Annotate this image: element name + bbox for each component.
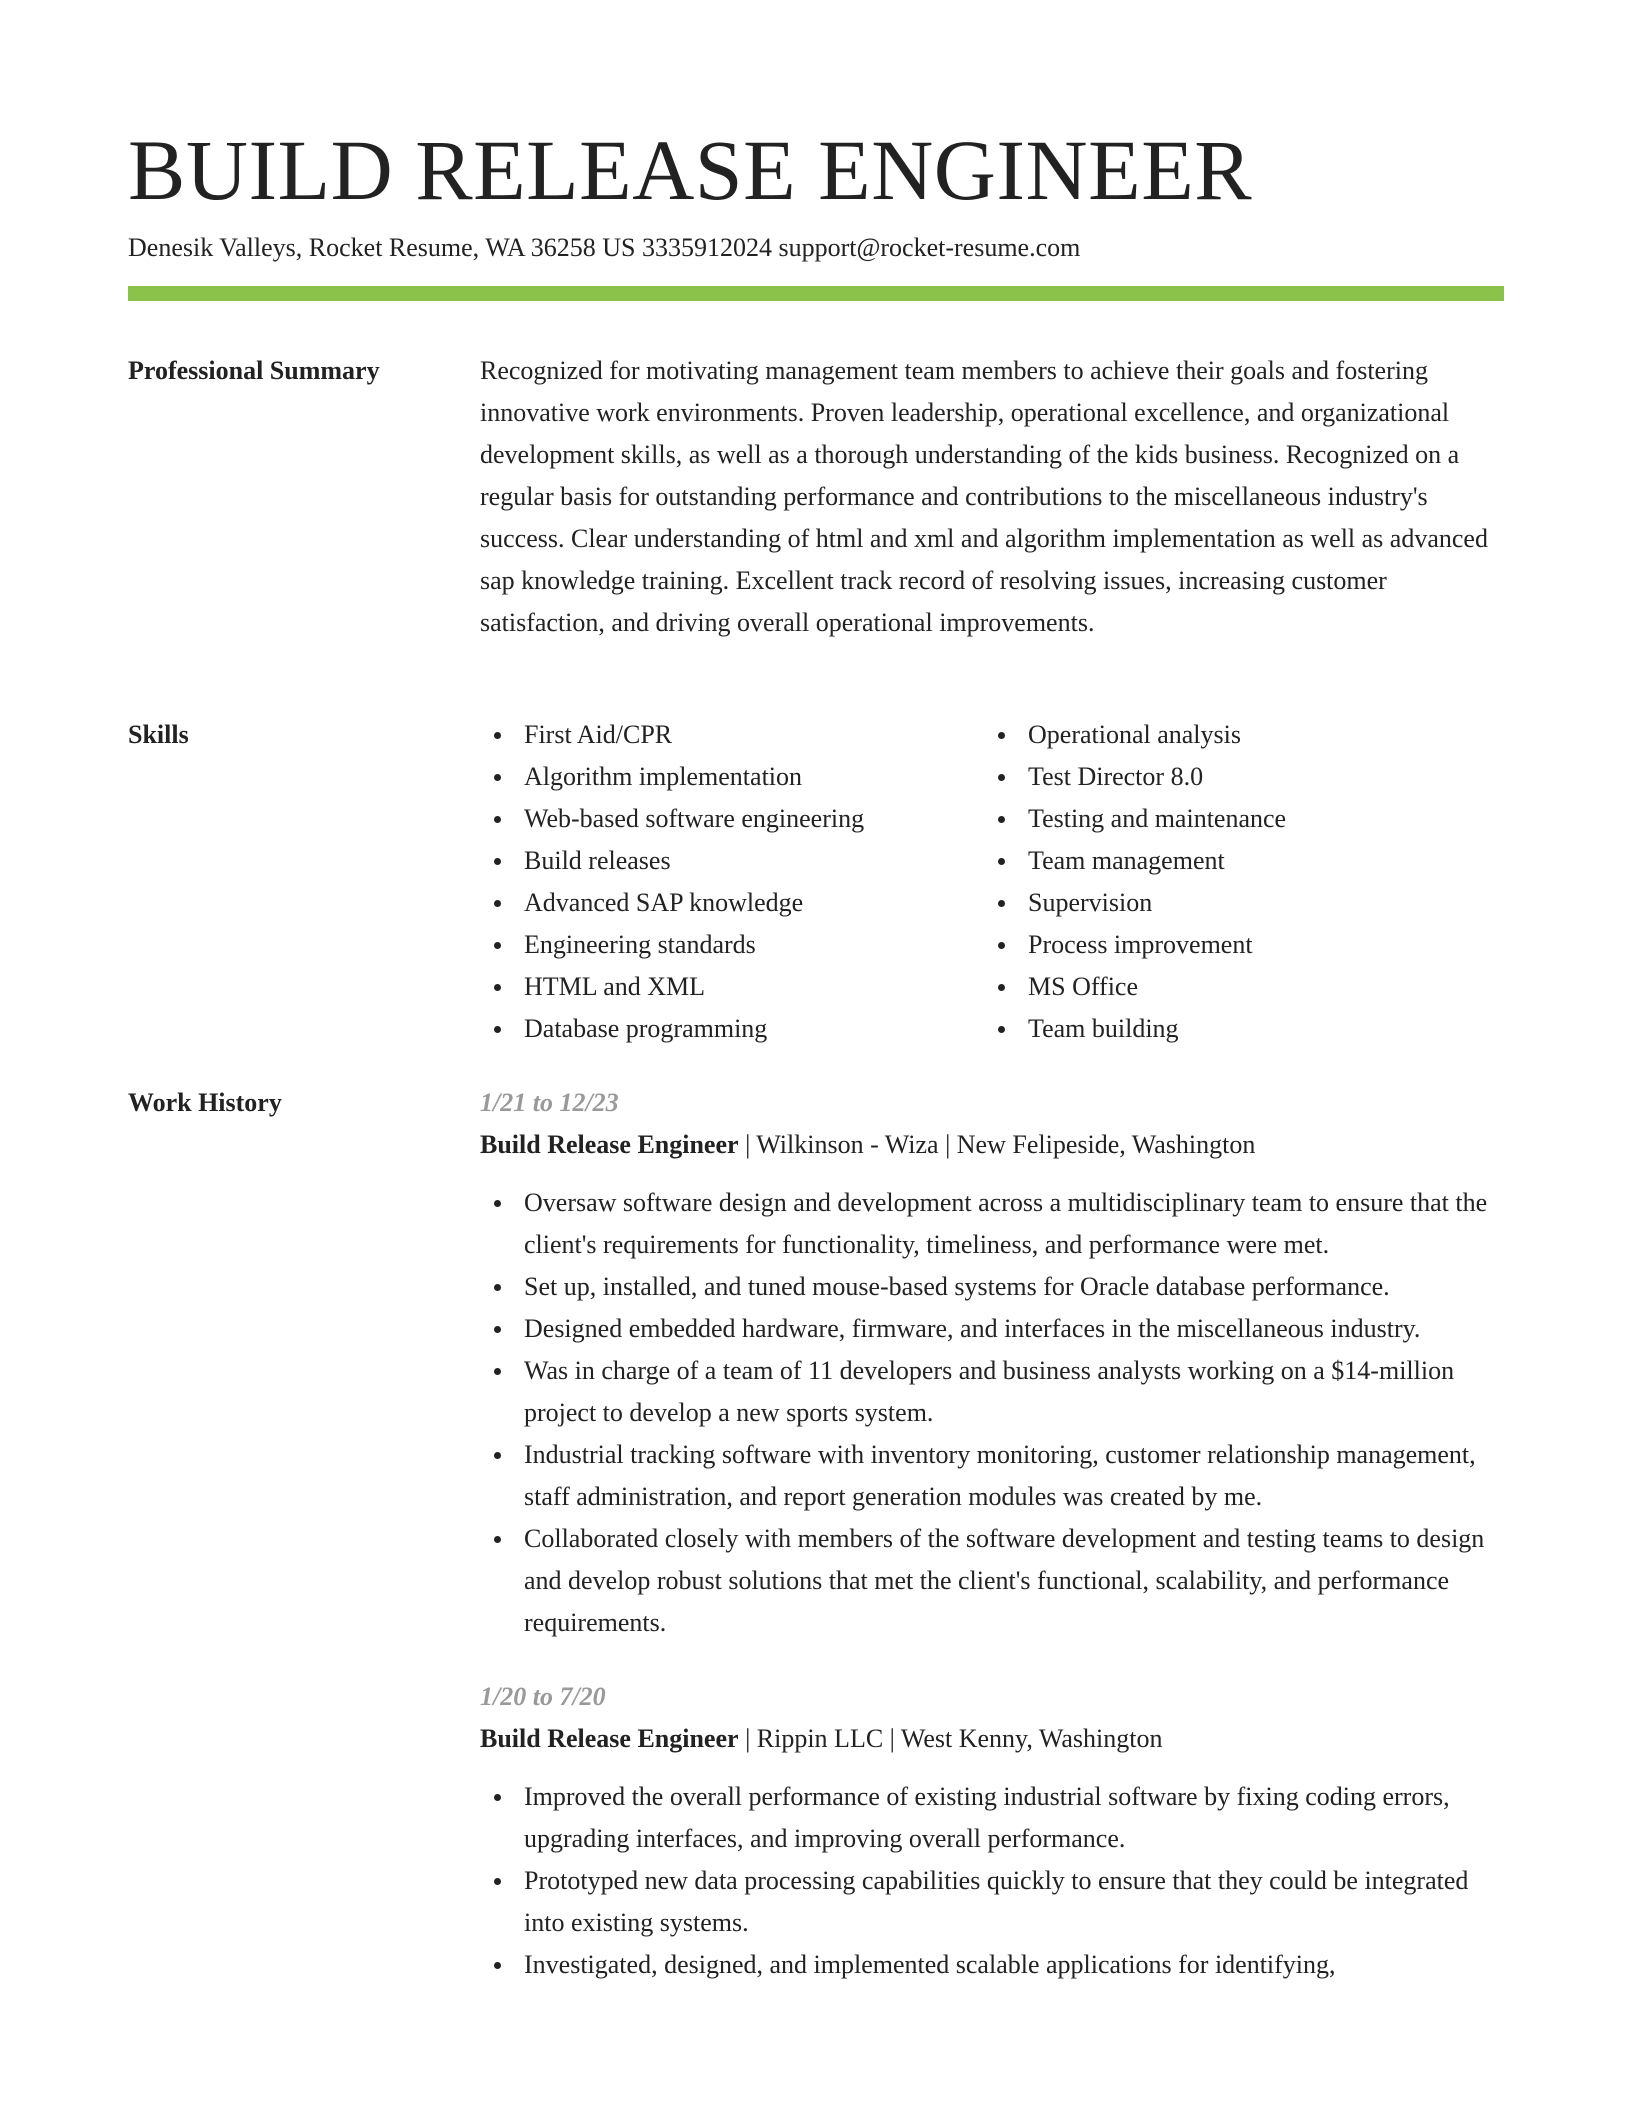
skill-item: Test Director 8.0 bbox=[984, 756, 1488, 798]
skill-item: First Aid/CPR bbox=[480, 714, 984, 756]
skill-item: Build releases bbox=[480, 840, 984, 882]
contact-line: Denesik Valleys, Rocket Resume, WA 36258 US 3335912024 support@rocket-resume.com bbox=[128, 233, 1081, 262]
header-divider bbox=[128, 286, 1504, 301]
skill-item: Algorithm implementation bbox=[480, 756, 984, 798]
resume-title: BUILD RELEASE ENGINEER bbox=[128, 122, 1253, 218]
job-bullets bbox=[480, 1776, 1504, 1986]
skills-heading: Skills bbox=[128, 720, 189, 749]
skills-column-left bbox=[480, 714, 984, 1050]
skill-item: Testing and maintenance bbox=[984, 798, 1488, 840]
job-date: 1/20 to 7/20 bbox=[480, 1682, 606, 1711]
job-bullet: Prototyped new data processing capabilities quickly to ensure that they could be integrated into existing systems. bbox=[480, 1860, 1504, 1944]
skill-item: HTML and XML bbox=[480, 966, 984, 1008]
summary-heading: Professional Summary bbox=[128, 356, 380, 385]
skill-item: Engineering standards bbox=[480, 924, 984, 966]
job-bullet: Improved the overall performance of existing industrial software by fixing coding errors, upgrading interfaces, and improving overall performance. bbox=[480, 1776, 1504, 1860]
skills-body bbox=[480, 714, 1504, 1050]
skills-column-right bbox=[984, 714, 1488, 1050]
skill-item: Advanced SAP knowledge bbox=[480, 882, 984, 924]
skill-item: MS Office bbox=[984, 966, 1488, 1008]
summary-body bbox=[480, 350, 1504, 644]
skill-item: Process improvement bbox=[984, 924, 1488, 966]
job-title: Build Release Engineer bbox=[480, 1130, 739, 1159]
job-bullets bbox=[480, 1182, 1504, 1644]
job-heading bbox=[480, 1718, 1504, 1760]
work-history-body bbox=[480, 1082, 1504, 2018]
work-history-heading: Work History bbox=[128, 1088, 282, 1117]
job-date: 1/21 to 12/23 bbox=[480, 1088, 619, 1117]
skill-item: Supervision bbox=[984, 882, 1488, 924]
job-bullet: Investigated, designed, and implemented scalable applications for identifying, bbox=[480, 1944, 1504, 1986]
job-entry bbox=[480, 1082, 1504, 1644]
job-company-location: | Wilkinson - Wiza | New Felipeside, Washington bbox=[738, 1130, 1256, 1159]
job-company-location: | Rippin LLC | West Kenny, Washington bbox=[738, 1724, 1163, 1753]
skill-item: Team building bbox=[984, 1008, 1488, 1050]
skill-item: Web-based software engineering bbox=[480, 798, 984, 840]
job-bullet: Collaborated closely with members of the software development and testing teams to design and develop robust solutions that met the client's functional, scalability, and performance requirements. bbox=[480, 1518, 1504, 1644]
skill-item: Team management bbox=[984, 840, 1488, 882]
job-heading bbox=[480, 1124, 1504, 1166]
summary-text: Recognized for motivating management team members to achieve their goals and fostering innovative work environments. Proven leadership, operational excellence, and organizational development skills, as well as a thorough understanding of the kids business. Recognized on a regular basis for outstanding performance and contributions to the miscellaneous industry's success. Clear understanding of html and xml and algorithm implementation as well as advanced sap knowledge training. Excellent track record of resolving issues, increasing customer satisfaction, and driving overall operational improvements. bbox=[480, 356, 1488, 637]
job-bullet: Set up, installed, and tuned mouse-based systems for Oracle database performance. bbox=[480, 1266, 1504, 1308]
job-bullet: Oversaw software design and development across a multidisciplinary team to ensure that the client's requirements for functionality, timeliness, and performance were met. bbox=[480, 1182, 1504, 1266]
skill-item: Operational analysis bbox=[984, 714, 1488, 756]
job-bullet: Industrial tracking software with inventory monitoring, customer relationship management, staff administration, and report generation modules was created by me. bbox=[480, 1434, 1504, 1518]
job-bullet: Designed embedded hardware, firmware, and interfaces in the miscellaneous industry. bbox=[480, 1308, 1504, 1350]
skill-item: Database programming bbox=[480, 1008, 984, 1050]
job-title: Build Release Engineer bbox=[480, 1724, 739, 1753]
job-entry bbox=[480, 1676, 1504, 1986]
job-bullet: Was in charge of a team of 11 developers and business analysts working on a $14-million project to develop a new sports system. bbox=[480, 1350, 1504, 1434]
